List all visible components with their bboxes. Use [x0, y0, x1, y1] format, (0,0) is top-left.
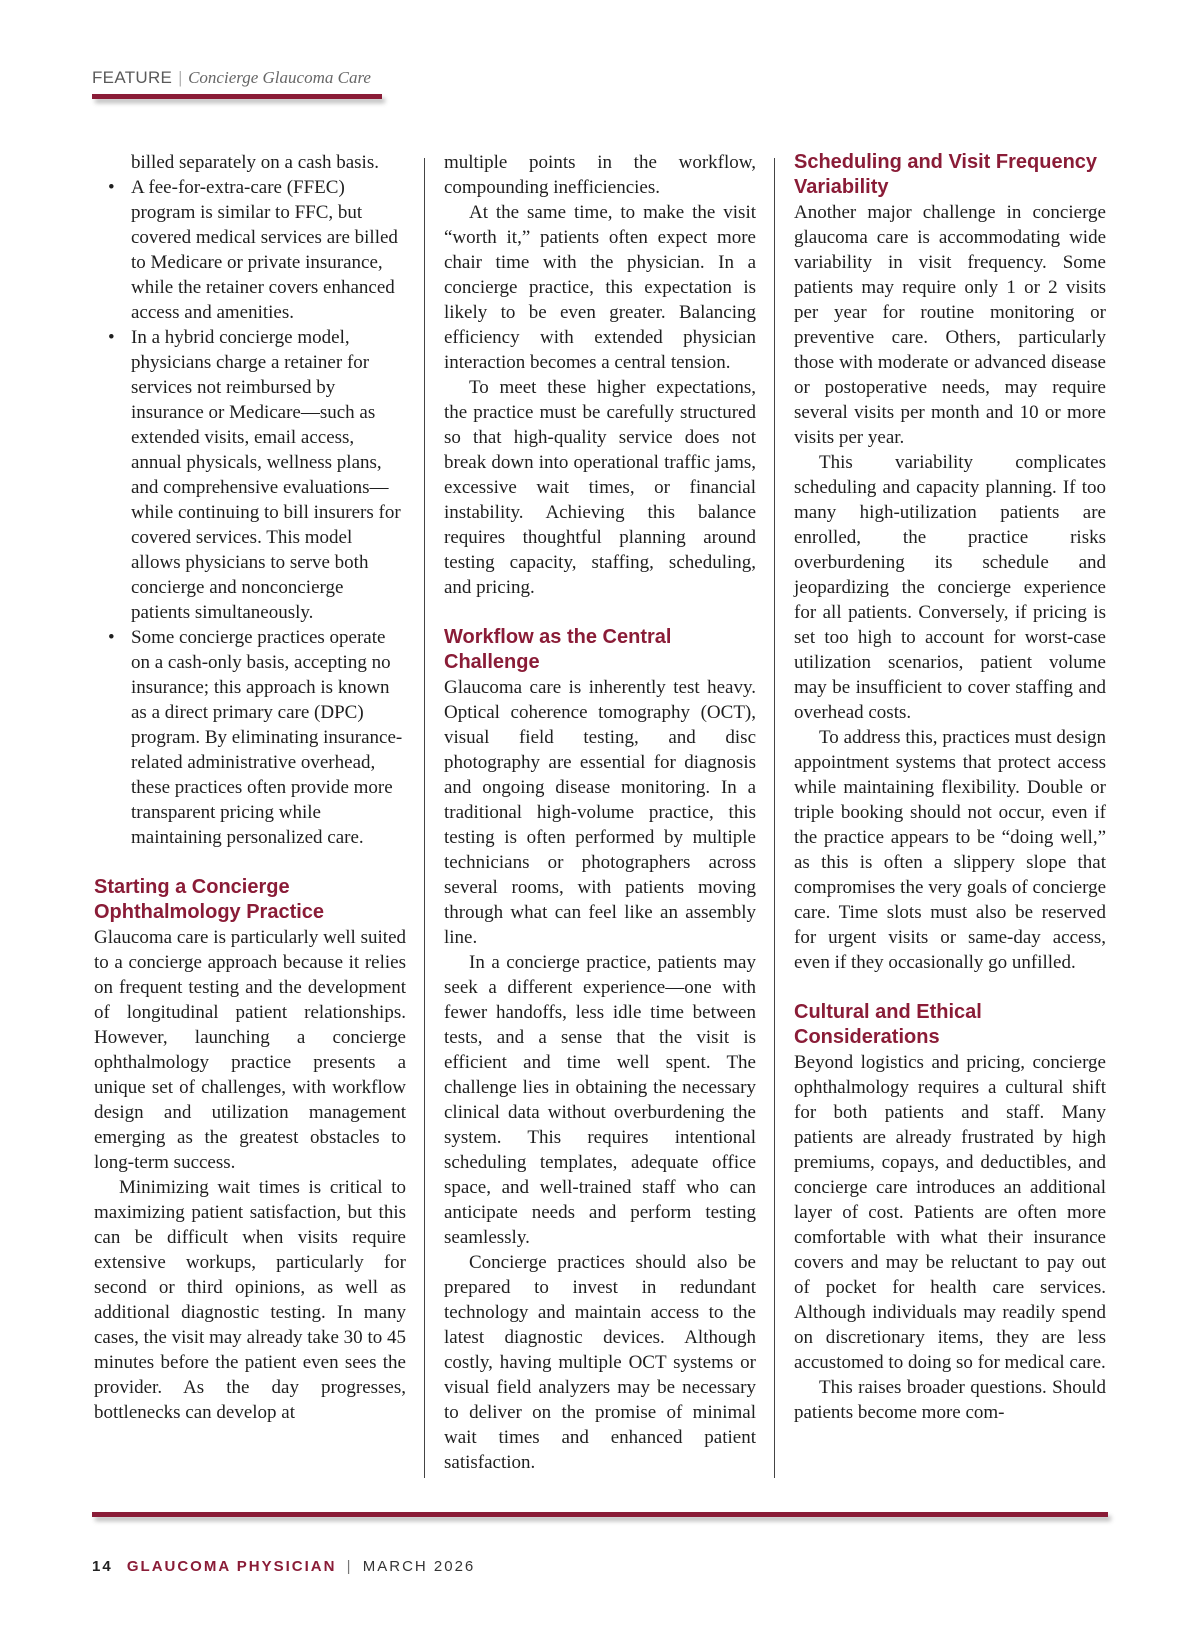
header-rule	[92, 94, 382, 99]
bullet-glyph: •	[108, 177, 115, 198]
running-header	[92, 68, 371, 88]
section-heading: Scheduling and Visit Frequency Variability	[794, 151, 1098, 198]
article-column-3	[794, 150, 1106, 1425]
model-list	[94, 175, 406, 850]
paragraph: multiple points in the workflow, compounding inefficiencies.	[444, 152, 756, 198]
paragraph: This raises broader questions. Should patients become more com-	[794, 1377, 1106, 1423]
section-heading: Cultural and Ethical Considerations	[794, 1001, 982, 1048]
paragraph: Glaucoma care is inherently test heavy. Optical coherence tomography (OCT), visual field testing, and disc photography are essential for diagnosis and ongoing disease monitoring. In a traditional high-volume practice, this testing is often performed by multiple technicians or photographers across several rooms, with patients moving through what can feel like an assembly line.	[444, 677, 756, 948]
list-item-text: Some concierge practices operate on a cash-only basis, accepting no insurance; this approach is known as a direct primary care (DPC) program. By eliminating insurance-related administrative overhead, these practices often provide more transparent pricing while maintaining personalized care.	[131, 627, 403, 848]
running-footer	[92, 1558, 475, 1575]
footer-rule	[92, 1512, 1108, 1517]
paragraph: At the same time, to make the visit “worth it,” patients often expect more chair time with the physician. In a concierge practice, this expectation is likely to be even greater. Balancing efficiency with extended physician interaction becomes a central tension.	[444, 202, 756, 373]
paragraph: This variability complicates scheduling and capacity planning. If too many high-utilization patients are enrolled, the practice risks overburdening its schedule and jeopardizing the concierge experience for all patients. Conversely, if pricing is set too high to account for worst-case utilization scenarios, patient volume may be insufficient to cover staffing and overhead costs.	[794, 452, 1106, 723]
paragraph: To address this, practices must design appointment systems that protect access while maintaining flexibility. Double or triple booking should not occur, even if the practice appears to be “doing well,” as this is often a slippery slope that compromises the very goals of concierge care. Time slots must also be reserved for urgent visits or same-day access, even if they occasionally go unfilled.	[794, 727, 1106, 973]
column-divider	[774, 158, 775, 1478]
header-separator: |	[178, 68, 182, 87]
column-divider	[424, 158, 425, 1478]
list-item-text: In a hybrid concierge model, physicians charge a retainer for services not reimbursed by insurance or Medicare—such as extended visits, email access, annual physicals, wellness plans, and comprehensive evaluations—while continuing to bill insurers for covered services. This model allows physicians to serve both concierge and nonconcierge patients simultaneously.	[131, 327, 401, 623]
bullet-glyph: •	[108, 627, 115, 648]
header-topic: Concierge Glaucoma Care	[188, 68, 371, 87]
section-heading: Starting a Concierge Ophthalmology Practice	[94, 876, 325, 923]
list-item	[94, 325, 406, 625]
paragraph: Beyond logistics and pricing, concierge ophthalmology requires a cultural shift for both patients and staff. Many patients are already frustrated by high premiums, copays, and deductibles, and concierge care introduces an additional layer of cost. Patients are often more comfortable with what their insurance covers and may be reluctant to pay out of pocket for health care services. Although individuals may readily spend on discretionary items, they are less accustomed to doing so for medical care.	[794, 1052, 1106, 1373]
section-kicker: FEATURE	[92, 68, 173, 87]
issue-date: MARCH 2026	[362, 1558, 476, 1575]
paragraph: Minimizing wait times is critical to maximizing patient satisfaction, but this can be difficult when visits require extensive workups, particularly for second or third opinions, as well as additional diagnostic testing. In many cases, the visit may already take 30 to 45 minutes before the patient even sees the provider. As the day progresses, bottlenecks can develop at	[94, 1177, 406, 1423]
footer-separator: |	[346, 1558, 353, 1575]
article-column-2	[444, 150, 756, 1475]
article-column-1	[94, 150, 406, 1425]
bullet-glyph: •	[108, 327, 115, 348]
paragraph: Concierge practices should also be prepared to invest in redundant technology and maintain access to the latest diagnostic devices. Although costly, having multiple OCT systems or visual field analyzers may be necessary to deliver on the promise of minimal wait times and enhanced patient satisfaction.	[444, 1252, 756, 1473]
paragraph: Glaucoma care is particularly well suited to a concierge approach because it relies on frequent testing and the development of longitudinal patient relationships. However, launching a concierge ophthalmology practice presents a unique set of challenges, with workflow design and utilization management emerging as the greatest obstacles to long-term success.	[94, 927, 406, 1173]
list-item	[94, 625, 406, 850]
paragraph: In a concierge practice, patients may seek a different experience—one with fewer handoffs, less idle time between tests, and a sense that the visit is efficient and time well spent. The challenge lies in obtaining the necessary clinical data without overburdening the system. This requires intentional scheduling templates, adequate office space, and well-trained staff who can anticipate needs and perform testing seamlessly.	[444, 952, 756, 1248]
continued-text: billed separately on a cash basis.	[131, 152, 379, 173]
paragraph: To meet these higher expectations, the practice must be carefully structured so that high-quality service does not break down into operational traffic jams, excessive wait times, or financial instability. Achieving this balance requires thoughtful planning around testing capacity, staffing, scheduling, and pricing.	[444, 377, 756, 598]
page-number: 14	[92, 1558, 113, 1575]
paragraph: Another major challenge in concierge glaucoma care is accommodating wide variability in visit frequency. Some patients may require only 1 or 2 visits per year for routine monitoring or preventive care. Others, particularly those with moderate or advanced disease or postoperative needs, may require several visits per month and 10 or more visits per year.	[794, 202, 1106, 448]
list-item	[94, 175, 406, 325]
list-item-text: A fee-for-extra-care (FFEC) program is similar to FFC, but covered medical services are billed to Medicare or private insurance, while the retainer covers enhanced access and amenities.	[131, 177, 398, 323]
publication-name: GLAUCOMA PHYSICIAN	[126, 1558, 337, 1575]
section-heading: Workflow as the Central Challenge	[444, 626, 672, 673]
